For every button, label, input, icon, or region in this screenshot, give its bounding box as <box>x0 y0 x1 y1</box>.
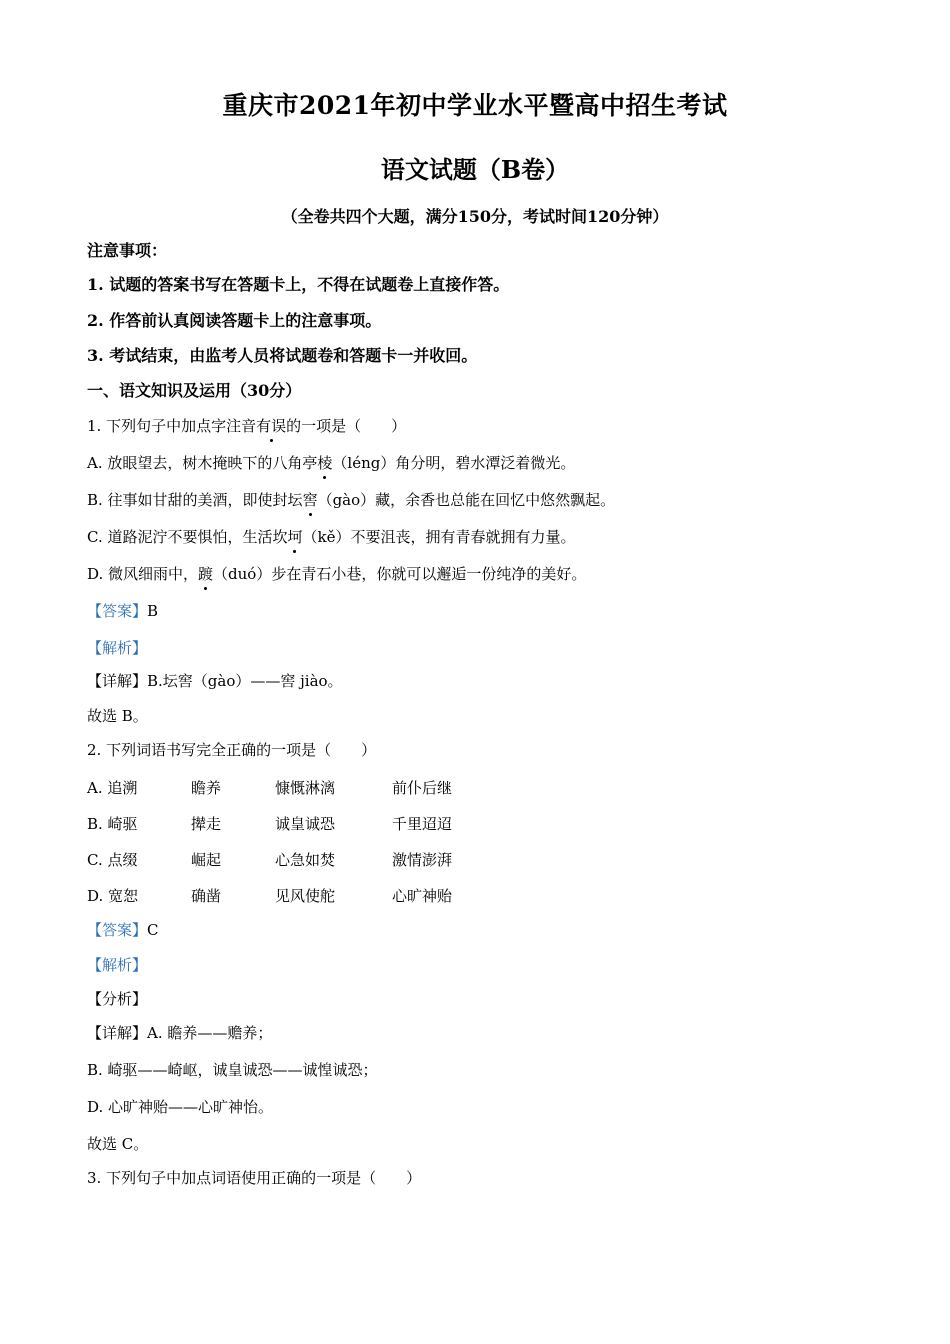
q3-stem: 3. 下列句子中加点词语使用正确的一项是（ ） <box>87 1169 422 1187</box>
q1-option-d <box>87 564 586 584</box>
q2-word: 前仆后继 <box>392 779 453 797</box>
q2-analysis-label: 【解析】 <box>87 956 148 974</box>
q2-conclusion: 故选 C。 <box>87 1135 149 1153</box>
q1-stem-dotted: 有误 <box>256 417 287 435</box>
q2-word: A. 追溯 <box>87 779 138 797</box>
option-dotted-char: 棱 <box>317 454 333 472</box>
notice-heading: 注意事项： <box>87 241 168 260</box>
option-text-end: （kě）不要沮丧，拥有青春就拥有力量。 <box>302 528 576 546</box>
q1-option-a <box>87 453 575 473</box>
q2-word: 见风使舵 <box>275 887 336 905</box>
notice-item-1: 1. 试题的答案书写在答题卡上，不得在试题卷上直接作答。 <box>87 275 510 294</box>
option-text: C. 道路泥泞不要惧怕，生活坎 <box>87 528 288 546</box>
option-text-end: （léng）角分明，碧水潭泛着微光。 <box>332 454 576 472</box>
q2-word: 诚皇诚恐 <box>275 815 336 833</box>
exam-note: （全卷共四个大题，满分150分，考试时间120分钟） <box>281 207 669 226</box>
answer-label: 【答案】 <box>87 921 148 939</box>
q2-word: 激情澎湃 <box>392 851 453 869</box>
q2-word: 千里迢迢 <box>392 815 453 833</box>
exam-title: 重庆市2021年初中学业水平暨高中招生考试 <box>222 91 728 120</box>
q1-option-b <box>87 490 615 510</box>
q1-option-c <box>87 527 575 547</box>
q2-word: 心急如焚 <box>275 851 336 869</box>
exam-subtitle: 语文试题（B卷） <box>380 155 570 184</box>
option-text-end: （duó）步在青石小巷，你就可以邂逅一份纯净的美好。 <box>213 565 587 583</box>
q1-stem-text: 1. 下列句子中加点字注音 <box>87 417 257 435</box>
section-1-heading: 一、语文知识及运用（30分） <box>87 381 302 400</box>
option-text: A. 放眼望去，树木掩映下的八角亭 <box>87 454 318 472</box>
q1-analysis-label: 【解析】 <box>87 639 148 657</box>
q2-word: 瞻养 <box>191 779 222 797</box>
q1-stem-text-end: 的一项是（ ） <box>286 417 407 435</box>
option-text: B. 往事如甘甜的美酒，即使封坛 <box>87 491 303 509</box>
answer-value: C <box>147 921 159 939</box>
notice-item-3: 3. 考试结束，由监考人员将试题卷和答题卡一并收回。 <box>87 346 478 365</box>
option-text-end: （gào）藏，余香也总能在回忆中悠然飘起。 <box>317 491 616 509</box>
q2-word: C. 点缀 <box>87 851 138 869</box>
q1-answer <box>87 601 158 621</box>
q2-word: 确凿 <box>191 887 222 905</box>
q2-answer <box>87 920 159 940</box>
answer-label: 【答案】 <box>87 602 148 620</box>
q1-stem <box>87 416 406 436</box>
q2-detail-1: 【详解】A. 瞻养——赡养； <box>87 1024 273 1042</box>
q2-word: 崛起 <box>191 851 222 869</box>
q2-word: D. 宽恕 <box>87 887 139 905</box>
q1-conclusion: 故选 B。 <box>87 707 148 725</box>
answer-value: B <box>147 602 159 620</box>
q2-stem: 2. 下列词语书写完全正确的一项是（ ） <box>87 741 377 759</box>
q2-word: B. 崎驱 <box>87 815 138 833</box>
q2-detail-3: D. 心旷神贻——心旷神怡。 <box>87 1098 274 1116</box>
q2-word: 慷慨淋漓 <box>275 779 336 797</box>
notice-item-2: 2. 作答前认真阅读答题卡上的注意事项。 <box>87 311 382 330</box>
option-dotted-char: 坷 <box>287 528 303 546</box>
q2-fenxi: 【分析】 <box>87 990 148 1008</box>
q2-detail-2: B. 崎驱——崎岖，诚皇诚恐——诚惶诚恐； <box>87 1061 378 1079</box>
option-dotted-char: 窖 <box>302 491 318 509</box>
option-dotted-char: 踱 <box>198 565 214 583</box>
option-text: D. 微风细雨中， <box>87 565 199 583</box>
q2-word: 心旷神贻 <box>392 887 453 905</box>
q1-detail: 【详解】B.坛窖（gào）——窖 jiào。 <box>87 672 343 690</box>
q2-word: 撵走 <box>191 815 222 833</box>
